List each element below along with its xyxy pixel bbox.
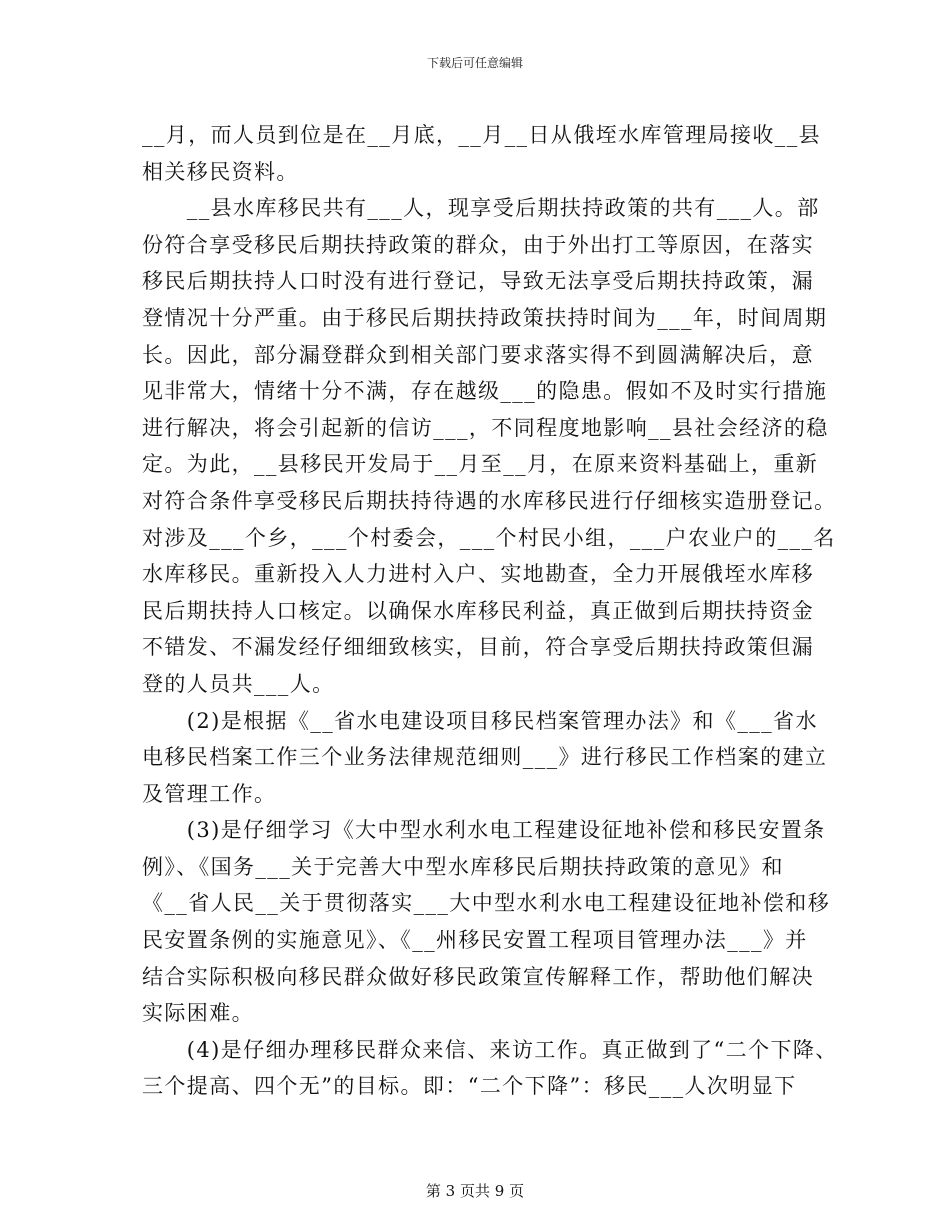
text-line: 实际困难。 [142,1001,254,1026]
text-line: __月，而人员到位是在__月底，__月__日从俄垤水库管理局接收__县 [142,123,821,147]
text-line: 三个提高、四个无”的目标。即：“二个下降”：移民___人次明显下 [142,1074,797,1099]
text-line: 电移民档案工作三个业务法律规范细则___》进行移民工作档案的建立 [142,745,828,770]
text-line: 登情况十分严重。由于移民后期扶持政策扶持时间为___年，时间周期 [142,305,828,330]
text-line: 进行解决，将会引起新的信访___，不同程度地影响__县社会经济的稳 [142,415,829,440]
text-line: 对符合条件享受移民后期扶持待遇的水库移民进行仔细核实造册登记。 [142,488,837,513]
text-line: 及管理工作。 [142,781,277,806]
text-line: 例》、《国务___关于完善大中型水库移民后期扶持政策的意见》和 [142,854,784,879]
text-line: 不错发、不漏发经仔细细致核实，目前，符合享受后期扶持政策但漏 [142,635,814,660]
text-line: (2)是根据《__省水电建设项目移民档案管理办法》和《___省水 [142,708,818,733]
text-line: (4)是仔细办理移民群众来信、来访工作。真正做到了“二个下降、 [142,1037,838,1062]
text-line: 民安置条例的实施意见》、《__州移民安置工程项目管理办法___》并 [142,928,808,953]
text-line: 见非常大，情绪十分不满，存在越级___的隐患。假如不及时实行措施 [142,379,828,404]
text-line: 《__省人民__关于贯彻落实___大中型水利水电工程建设征地补偿和移 [142,891,831,916]
text-line: 定。为此，__县移民开发局于__月至__月，在原来资料基础上，重新 [142,452,819,477]
text-line: 民后期扶持人口核定。以确保水库移民利益，真正做到后期扶持资金 [142,598,814,623]
page-number: 第 3 页共 9 页 [425,1182,525,1200]
text-line: 对涉及___个乡，___个村委会，___个村民小组，___户农业户的___名 [142,525,836,550]
text-line: __县水库移民共有___人，现享受后期扶持政策的共有___人。部 [142,196,820,221]
page-header: 下载后可任意编辑 [426,56,523,70]
body-text [142,117,838,1105]
text-line: 移民后期扶持人口时没有进行登记，导致无法享受后期扶持政策，漏 [142,269,814,294]
text-line: 相关移民资料。 [142,159,299,184]
text-line: 长。因此，部分漏登群众到相关部门要求落实得不到圆满解决后，意 [142,342,814,367]
text-line: 结合实际积极向移民群众做好移民政策宣传解释工作，帮助他们解决 [142,964,814,989]
text-line: (3)是仔细学习《大中型水利水电工程建设征地补偿和移民安置条 [142,818,826,843]
text-line: 份符合享受移民后期扶持政策的群众，由于外出打工等原因，在落实 [142,232,814,257]
text-line: 水库移民。重新投入人力进村入户、实地勘查，全力开展俄垤水库移 [142,562,814,587]
text-line: 登的人员共___人。 [142,671,335,696]
